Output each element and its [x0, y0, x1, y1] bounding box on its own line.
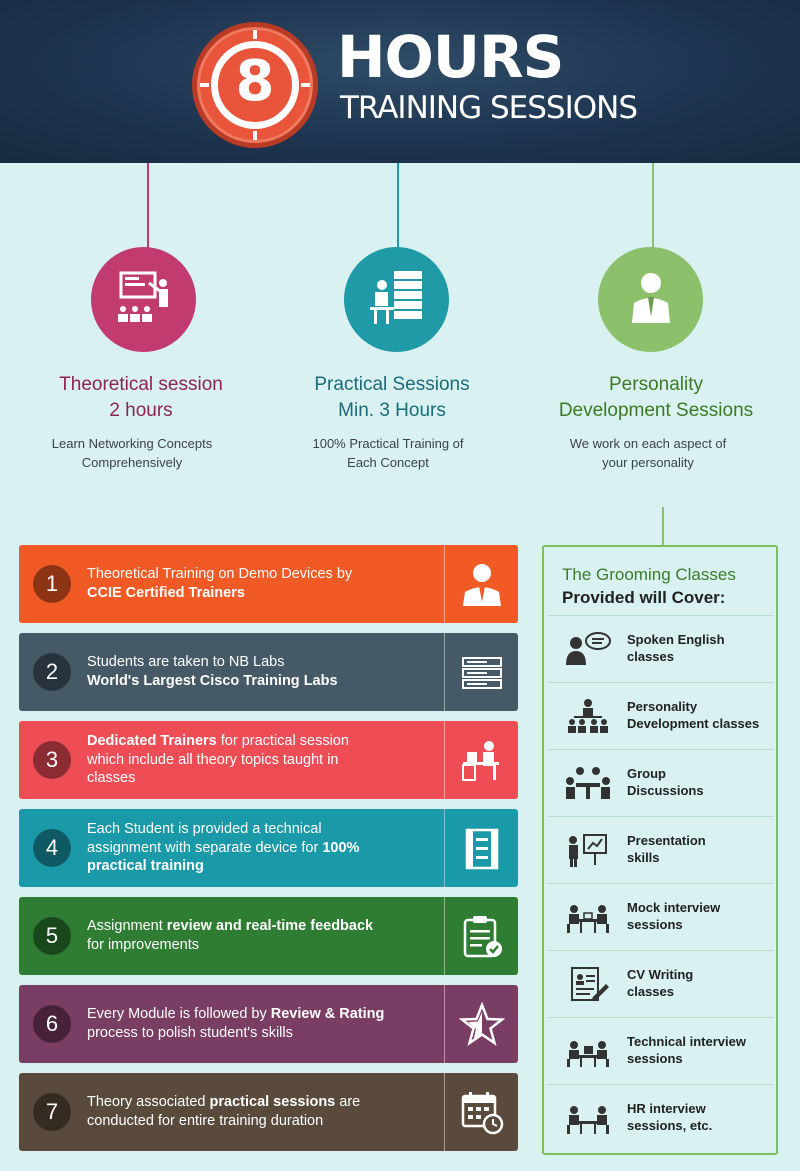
step-text-bold: Review & Rating	[270, 1006, 385, 1022]
step-text	[87, 732, 387, 788]
divider	[444, 1073, 445, 1151]
step-text-line: assignment with separate device for	[87, 839, 323, 856]
item-label	[627, 1033, 767, 1067]
item-label	[627, 698, 767, 732]
item-label-line: sessions	[627, 917, 683, 932]
item-label-line: Presentation	[627, 833, 706, 848]
item-label-line: Personality	[627, 699, 698, 714]
item-label-line: sessions, etc.	[627, 1118, 713, 1133]
column-title	[262, 372, 522, 424]
step-text-line: conducted for entire training duration	[87, 1112, 324, 1129]
clock-tick	[253, 30, 257, 39]
step-item	[19, 897, 518, 975]
column-title-line: 2 hours	[109, 400, 173, 421]
panel-subheading: Provided will Cover:	[562, 588, 726, 607]
column-description	[2, 434, 262, 472]
list-item	[548, 950, 774, 1017]
header-banner	[0, 0, 800, 163]
column-title-line: Theoretical session	[59, 374, 223, 395]
clock-number: 8	[235, 49, 275, 114]
cv-document-icon	[564, 966, 612, 1002]
list-item	[548, 883, 774, 950]
list-item	[548, 816, 774, 883]
panel-heading: The Grooming Classes	[562, 565, 736, 584]
column-title-line: Personality	[609, 374, 703, 395]
step-item	[19, 809, 518, 887]
film-list-icon	[459, 826, 505, 872]
star-icon	[459, 1002, 505, 1048]
item-label	[627, 1100, 767, 1134]
column-desc-line: We work on each aspect of	[569, 436, 727, 451]
list-item	[548, 1084, 774, 1151]
item-label-line: Discussions	[627, 783, 704, 798]
divider	[444, 721, 445, 799]
item-label-line: Group	[627, 766, 666, 781]
businessman-icon	[598, 247, 703, 352]
step-text-line: Assignment	[87, 918, 167, 934]
step-text-line: Each Student is provided a technical	[87, 821, 322, 837]
step-item	[19, 633, 518, 711]
page-title: HOURS	[337, 23, 564, 91]
column-title-line: Development Sessions	[558, 400, 754, 421]
step-text-bold: practical training	[87, 858, 204, 874]
column-title-line: Min. 3 Hours	[338, 400, 446, 421]
item-label	[627, 899, 767, 933]
step-text-line: process to polish student's skills	[87, 1024, 293, 1041]
list-item	[548, 1017, 774, 1084]
column-title	[11, 372, 271, 424]
step-number: 3	[33, 741, 71, 779]
column-desc-line: your personality	[602, 455, 694, 470]
step-number: 6	[33, 1005, 71, 1043]
server-desk-icon	[344, 247, 449, 352]
item-label	[627, 765, 767, 799]
step-number: 2	[33, 653, 71, 691]
desk-worker-icon	[459, 738, 505, 784]
step-text-bold: practical sessions	[209, 1094, 336, 1110]
step-number: 4	[33, 829, 71, 867]
list-item	[548, 682, 774, 749]
step-text-line: Every Module is followed by	[87, 1006, 271, 1022]
teacher-board-icon	[91, 247, 196, 352]
step-item	[19, 721, 518, 799]
column-description	[518, 434, 778, 472]
item-label	[627, 966, 767, 1000]
server-rack-icon	[459, 650, 505, 696]
grooming-panel	[542, 545, 778, 1155]
list-item	[548, 749, 774, 816]
step-text-bold: CCIE Certified Trainers	[87, 584, 245, 601]
step-text-line: Theory associated	[87, 1094, 210, 1110]
step-text-line: for improvements	[87, 936, 200, 953]
page-subtitle: TRAINING SESSIONS	[340, 90, 637, 126]
step-text-line: are	[335, 1094, 361, 1110]
divider	[444, 809, 445, 887]
item-label-line: Development classes	[627, 716, 760, 731]
step-number: 7	[33, 1093, 71, 1131]
connector-line	[397, 163, 399, 248]
step-item	[19, 545, 518, 623]
step-text-bold: Dedicated Trainers	[87, 733, 217, 749]
list-item	[548, 615, 774, 682]
item-label-line: Mock interview	[627, 900, 721, 915]
speech-person-icon	[564, 631, 612, 667]
step-text	[87, 820, 387, 876]
step-number: 5	[33, 917, 71, 955]
divider	[444, 897, 445, 975]
step-item	[19, 985, 518, 1063]
clock-tick	[253, 131, 257, 140]
tech-interview-icon	[564, 1033, 612, 1069]
step-text	[87, 653, 387, 690]
step-item	[19, 1073, 518, 1151]
item-label-line: sessions	[627, 1051, 683, 1066]
step-text-line: Students are taken to NB Labs	[87, 654, 285, 670]
column-title	[526, 372, 786, 424]
step-text-line: which include all theory topics taught in	[87, 751, 339, 768]
step-text	[87, 565, 387, 602]
item-label	[627, 631, 767, 665]
step-text-bold: World's Largest Cisco Training Labs	[87, 672, 338, 689]
column-desc-line: Each Concept	[347, 455, 429, 470]
clipboard-check-icon	[459, 914, 505, 960]
column-desc-line: 100% Practical Training of	[312, 436, 464, 451]
hr-interview-icon	[564, 1100, 612, 1136]
column-desc-line: Learn Networking Concepts	[51, 436, 213, 451]
step-text	[87, 1005, 387, 1042]
item-label	[627, 832, 767, 866]
divider	[444, 545, 445, 623]
connector-line	[652, 163, 654, 248]
step-text	[87, 1093, 387, 1130]
item-label-line: CV Writing	[627, 967, 694, 982]
divider	[444, 985, 445, 1063]
mock-interview-icon	[564, 899, 612, 935]
column-title-line: Practical Sessions	[314, 374, 470, 395]
connector-line	[147, 163, 149, 248]
trainer-icon	[459, 562, 505, 608]
step-number: 1	[33, 565, 71, 603]
item-label-line: Technical interview	[627, 1034, 746, 1049]
item-label-line: skills	[627, 850, 660, 865]
audience-icon	[564, 698, 612, 734]
item-label-line: Spoken English	[627, 632, 725, 647]
calendar-clock-icon	[459, 1090, 505, 1136]
group-table-icon	[564, 765, 612, 801]
item-label-line: classes	[627, 649, 674, 664]
clock-icon	[192, 22, 318, 148]
step-text-line: classes	[87, 770, 136, 786]
step-text-bold: review and real-time feedback	[166, 918, 374, 934]
step-text-bold: 100%	[322, 839, 360, 856]
step-text-line: for practical session	[216, 733, 349, 749]
presenter-board-icon	[564, 832, 612, 868]
step-text	[87, 917, 387, 954]
connector-line	[662, 507, 664, 545]
divider	[444, 633, 445, 711]
column-desc-line: Comprehensively	[81, 455, 183, 470]
column-description	[258, 434, 518, 472]
item-label-line: HR interview	[627, 1101, 706, 1116]
item-label-line: classes	[627, 984, 674, 999]
step-text-line: Theoretical Training on Demo Devices by	[87, 566, 353, 582]
